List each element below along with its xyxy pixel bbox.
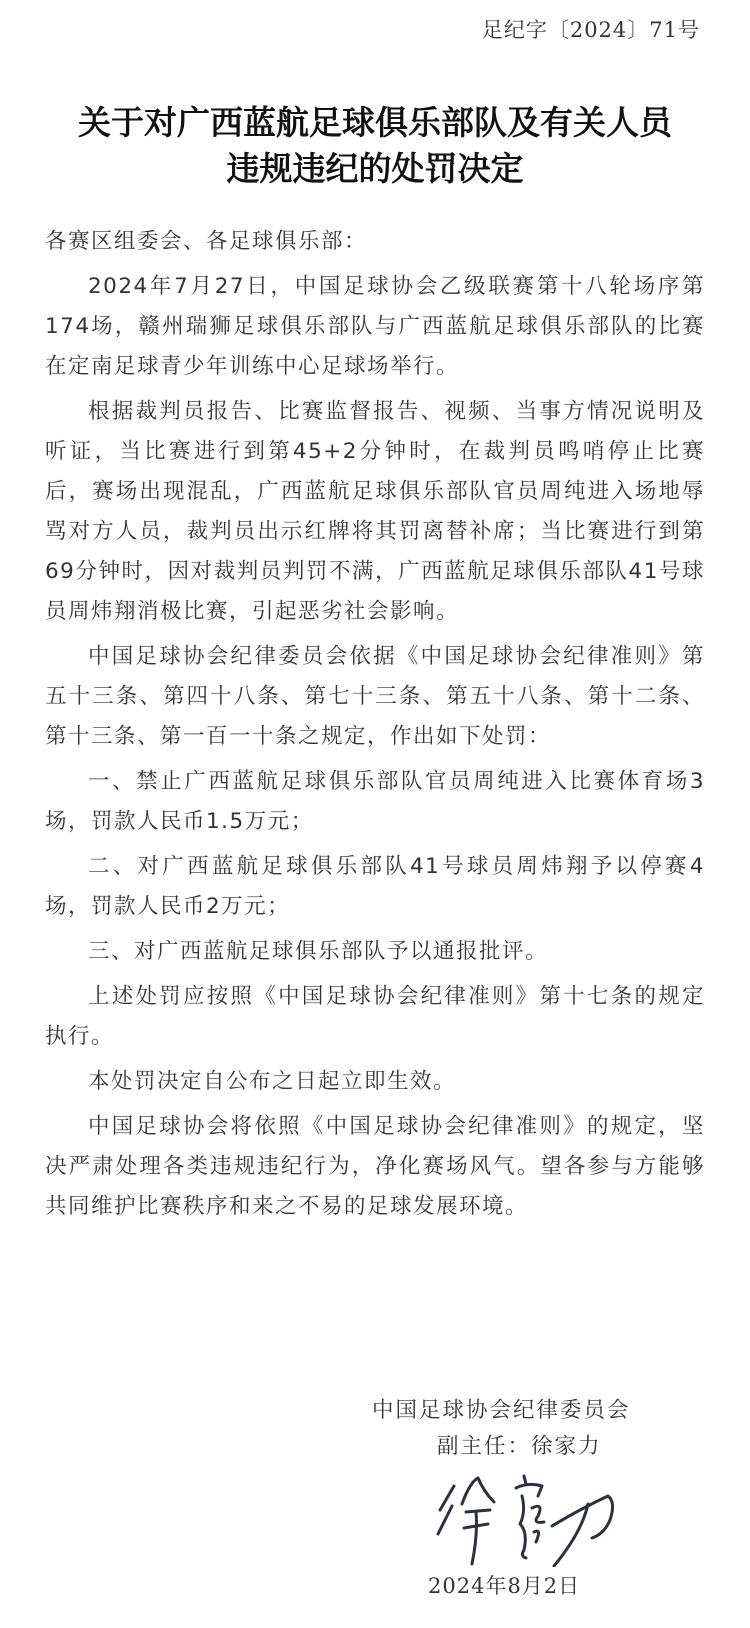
penalty-item-2: 二、对广西蓝航足球俱乐部队41号球员周炜翔予以停赛4场，罚款人民币2万元； <box>45 854 705 919</box>
salutation: 各赛区组委会、各足球俱乐部： <box>45 229 368 254</box>
penalty-item-3: 三、对广西蓝航足球俱乐部队予以通报批评。 <box>88 939 549 964</box>
title-line-1: 关于对广西蓝航足球俱乐部队及有关人员 <box>78 103 672 142</box>
signature-organization: 中国足球协会纪律委员会 <box>372 1398 631 1423</box>
signature-date: 2024年8月2日 <box>428 1574 581 1598</box>
document-number: 足纪字〔2024〕71号 <box>481 18 700 42</box>
handwritten-signature-icon <box>432 1472 622 1567</box>
paragraph-effective: 本处罚决定自公布之日起立即生效。 <box>88 1069 457 1094</box>
signature-role: 副主任：徐家力 <box>437 1434 602 1459</box>
document-body <box>45 222 705 1232</box>
title-line-2: 违规违纪的处罚决定 <box>226 149 524 188</box>
paragraph-basis: 中国足球协会纪律委员会依据《中国足球协会纪律准则》第五十三条、第四十八条、第七十三条、第五十八条、第十二条、第十三条、第一百一十条之规定，作出如下处罚： <box>45 644 705 749</box>
penalty-item-1: 一、禁止广西蓝航足球俱乐部队官员周纯进入比赛体育场3场，罚款人民币1.5万元； <box>45 769 705 834</box>
paragraph-closing: 中国足球协会将依照《中国足球协会纪律准则》的规定，坚决严肃处理各类违规违纪行为，净化赛场风气。望各参与方能够共同维护比赛秩序和来之不易的足球发展环境。 <box>45 1114 705 1219</box>
paragraph-incident: 根据裁判员报告、比赛监督报告、视频、当事方情况说明及听证，当比赛进行到第45+2分钟时，在裁判员鸣哨停止比赛后，赛场出现混乱，广西蓝航足球俱乐部队官员周纯进入场地辱骂对方人员，裁判员出示红牌将其罚离替补席；当比赛进行到第69分钟时，因对裁判员判罚不满，广西蓝航足球俱乐部队41号球员周炜翔消极比赛，引起恶劣社会影响。 <box>45 399 705 624</box>
paragraph-match-info: 2024年7月27日，中国足球协会乙级联赛第十八轮场序第174场，赣州瑞狮足球俱乐部队与广西蓝航足球俱乐部队的比赛在定南足球青少年训练中心足球场举行。 <box>45 274 705 379</box>
paragraph-execution: 上述处罚应按照《中国足球协会纪律准则》第十七条的规定执行。 <box>45 984 705 1049</box>
document-title <box>0 100 750 192</box>
